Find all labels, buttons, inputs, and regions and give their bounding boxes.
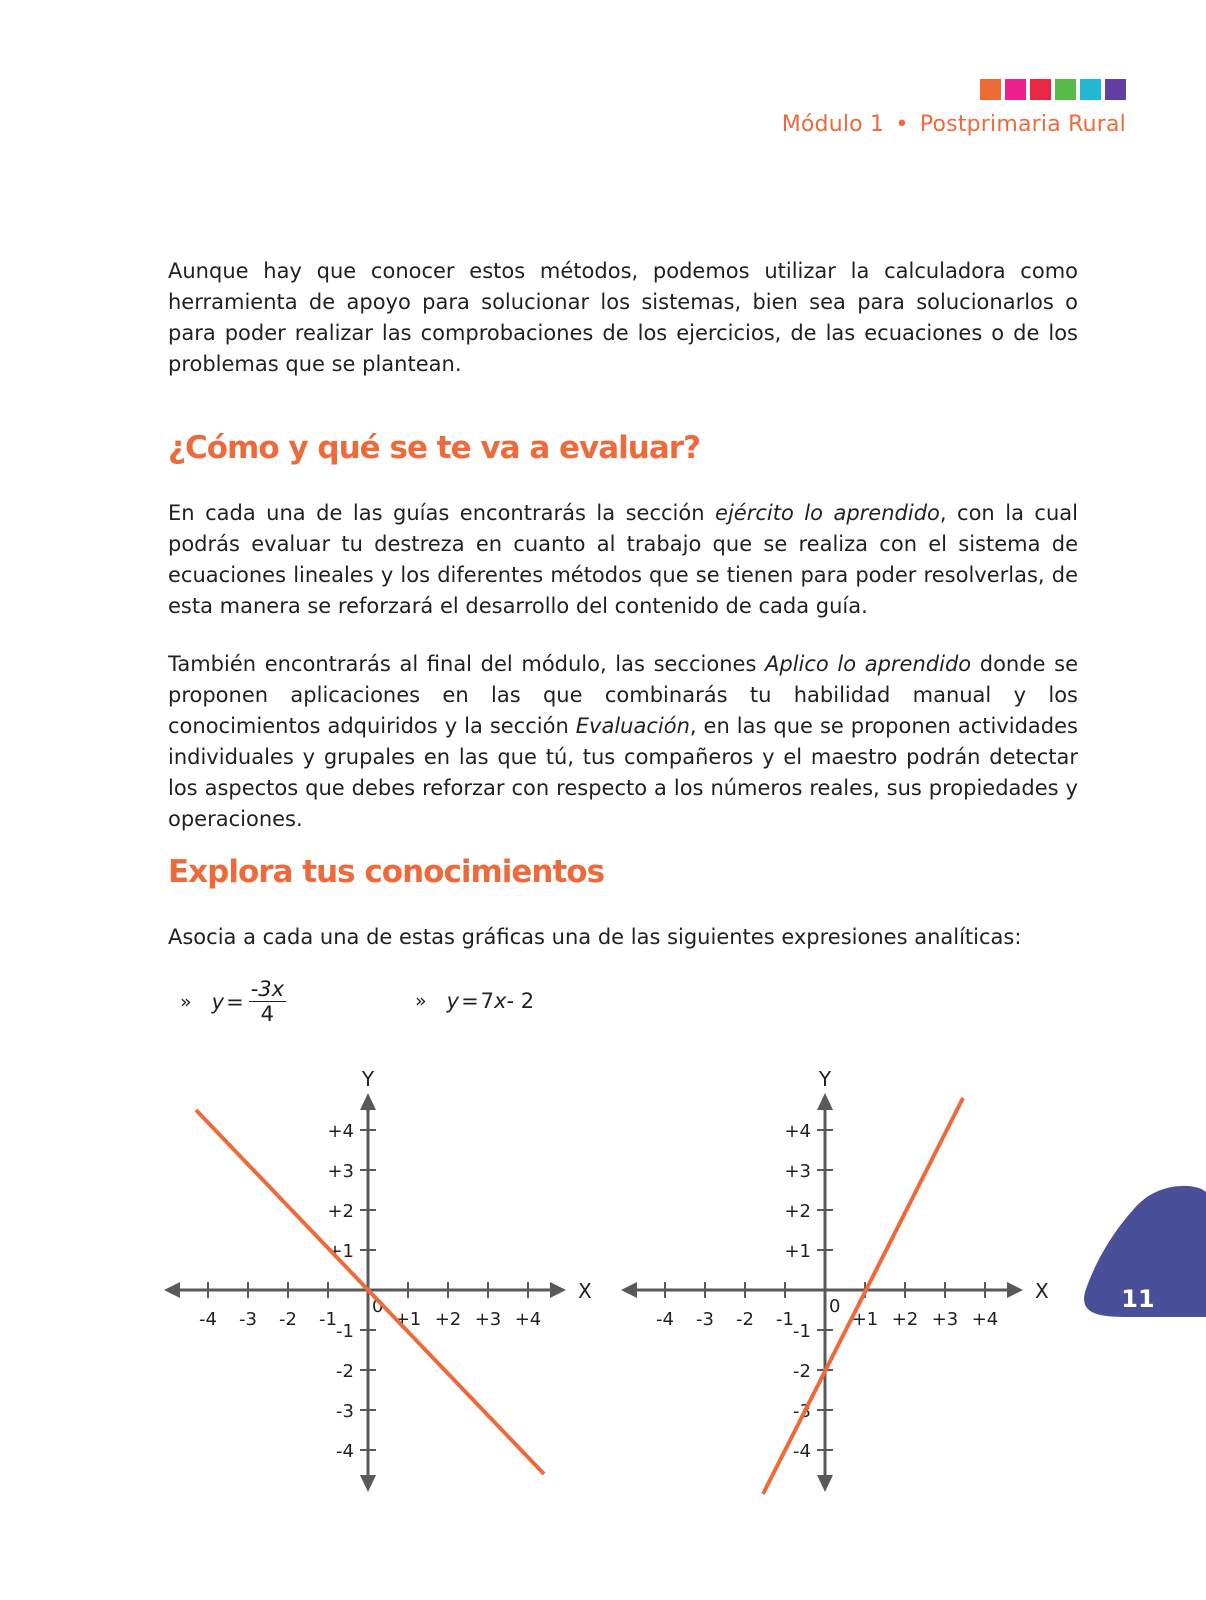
italic-text: Evaluación — [575, 714, 690, 738]
expr-lhs: y — [446, 989, 460, 1013]
x-tick-label: +2 — [434, 1309, 462, 1330]
evaluation-paragraph-1 — [168, 498, 1078, 622]
y-tick-label: +4 — [784, 1121, 811, 1142]
origin-label: 0 — [372, 1296, 384, 1317]
y-tick-label: +1 — [327, 1241, 354, 1262]
y-axis-label: Y — [818, 1067, 832, 1091]
y-axis-arrow-top — [360, 1093, 376, 1110]
x-axis-label: X — [578, 1279, 592, 1303]
x-tick-label: +2 — [891, 1309, 919, 1330]
expr-coefficient: 7 — [480, 989, 495, 1013]
text-run: donde se proponen aplicaciones en las que combinarás tu habilidad manual y los conocimientos adquiridos y la sección — [168, 652, 1078, 738]
intro-paragraph: Aunque hay que conocer estos métodos, podemos utilizar la calculadora como herramienta de apoyo para solucionar los sistemas, bien sea para solucionarlos o para poder realizar las comprobaciones de los ejercicios, de las ecuaciones o de los problemas que se plantean. — [168, 259, 1078, 376]
y-tick-label: -1 — [793, 1321, 811, 1342]
text-run: También encontrarás al final del módulo, las secciones — [168, 652, 766, 676]
x-tick-label: -4 — [656, 1309, 674, 1330]
x-tick-label: +1 — [851, 1309, 879, 1330]
expr-equals: = — [461, 989, 479, 1013]
x-tick-label: -4 — [199, 1309, 217, 1330]
module-label: Módulo 1 — [781, 112, 885, 137]
y-tick-label: -4 — [793, 1441, 811, 1462]
text-run: En cada una de las guías encontrarás la sección — [168, 501, 716, 525]
graph-left — [150, 1060, 610, 1505]
y-tick-label: -4 — [336, 1441, 354, 1462]
program-label: Postprimaria Rural — [919, 112, 1126, 137]
header-separator: • — [895, 112, 909, 137]
swatch — [1005, 79, 1026, 100]
y-axis-label: Y — [361, 1067, 375, 1091]
italic-text: Aplico lo aprendido — [765, 652, 972, 676]
evaluation-heading: ¿Cómo y qué se te va a evaluar? — [168, 430, 701, 466]
fraction — [249, 977, 286, 1026]
graph-right — [607, 1060, 1067, 1505]
text-run: , con la cual podrás evaluar tu destreza en cuanto al trabajo que se realiza con el sistema de ecuaciones lineales y los diferentes métodos que se tienen para poder resolverlas, de esta manera se reforzará el desarrollo del contenido de cada guía. — [168, 501, 1078, 618]
x-tick-label: +3 — [931, 1309, 959, 1330]
x-tick-label: -1 — [776, 1309, 794, 1330]
x-axis-arrow-right — [550, 1282, 566, 1298]
explore-heading: Explora tus conocimientos — [168, 854, 605, 890]
color-swatches — [980, 79, 1126, 100]
y-axis-arrow-top — [817, 1093, 833, 1110]
expr-equals: = — [226, 989, 244, 1014]
y-tick-label: +4 — [327, 1121, 354, 1142]
x-axis-arrow-left — [621, 1282, 637, 1298]
italic-text: ejército lo aprendido — [715, 501, 940, 525]
x-axis-label: X — [1035, 1279, 1049, 1303]
fraction-denominator: 4 — [260, 1002, 275, 1026]
y-tick-label: +3 — [327, 1161, 354, 1182]
expression-option-2 — [415, 989, 534, 1013]
expr-lhs: y — [211, 989, 225, 1014]
x-tick-label: -1 — [319, 1309, 337, 1330]
y-axis-arrow-bottom — [360, 1475, 376, 1492]
y-tick-label: -3 — [793, 1401, 811, 1422]
swatch — [980, 79, 1001, 100]
swatch — [1080, 79, 1101, 100]
y-tick-label: -2 — [336, 1361, 354, 1382]
module-header — [782, 112, 1126, 137]
text-run: , en las que se proponen actividades individuales y grupales en las que tú, tus compañeros y el maestro podrán detectar los aspectos que debes reforzar con respecto a los números reales, sus propiedades y operaciones. — [168, 714, 1078, 831]
graph-line — [763, 1098, 963, 1494]
x-axis-arrow-right — [1007, 1282, 1023, 1298]
x-tick-label: -2 — [736, 1309, 754, 1330]
evaluation-paragraph-2 — [168, 649, 1078, 835]
y-tick-label: -3 — [336, 1401, 354, 1422]
x-tick-label: -2 — [279, 1309, 297, 1330]
x-tick-label: +3 — [474, 1309, 502, 1330]
swatch — [1105, 79, 1126, 100]
y-tick-label: +2 — [327, 1201, 354, 1222]
swatch — [1030, 79, 1051, 100]
y-tick-label: -2 — [793, 1361, 811, 1382]
swatch — [1055, 79, 1076, 100]
expression-option-1 — [180, 977, 286, 1026]
bullet: » — [180, 990, 192, 1013]
bullet: » — [415, 990, 427, 1012]
fraction-numerator: -3x — [250, 977, 285, 1001]
y-axis-arrow-bottom — [817, 1475, 833, 1492]
explore-instruction: Asocia a cada una de estas gráficas una de las siguientes expresiones analíticas: — [168, 925, 1022, 949]
y-tick-label: +2 — [784, 1201, 811, 1222]
y-tick-label: +3 — [784, 1161, 811, 1182]
y-tick-label: +1 — [784, 1241, 811, 1262]
x-tick-label: -3 — [696, 1309, 714, 1330]
page-number: 11 — [1121, 1285, 1155, 1313]
x-tick-label: +4 — [514, 1309, 542, 1330]
y-tick-label: -1 — [336, 1321, 354, 1342]
origin-label: 0 — [829, 1296, 841, 1317]
x-tick-label: -3 — [239, 1309, 257, 1330]
x-axis-arrow-left — [164, 1282, 180, 1298]
expr-variable: x — [494, 989, 507, 1013]
x-tick-label: +4 — [971, 1309, 999, 1330]
x-tick-label: +1 — [394, 1309, 422, 1330]
expr-constant: - 2 — [506, 989, 535, 1013]
